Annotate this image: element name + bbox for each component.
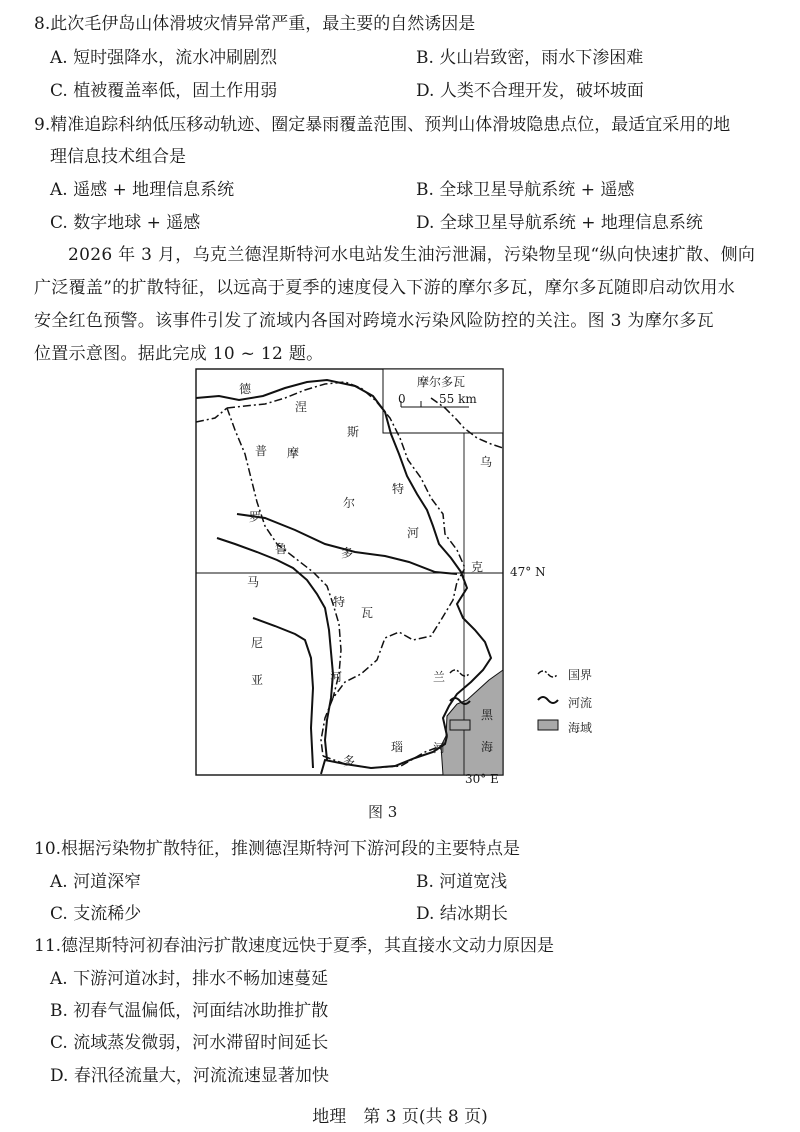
border-northwest: [196, 408, 227, 422]
label-pu: 普: [255, 444, 268, 458]
label-duo1: 多: [341, 546, 354, 560]
label-ya: 亚: [251, 673, 264, 687]
label-wu: 乌: [480, 455, 493, 469]
scale-distance: 55 km: [439, 392, 477, 406]
moldova-location-map: [195, 368, 515, 802]
label-he3: 河: [433, 741, 446, 755]
label-he1: 河: [407, 526, 420, 540]
passage-line-1: 2026 年 3 月，乌克兰德涅斯特河水电站发生油污泄漏，污染物呈现“纵向快速扩散、侧向: [68, 245, 756, 265]
q10-option-a: A. 河道深窄: [50, 872, 142, 892]
q8-option-b: B. 火山岩致密，雨水下渗困难: [416, 48, 644, 68]
label-ke: 克: [471, 560, 484, 574]
border-south: [323, 746, 441, 768]
q11-option-d: D. 春汛径流量大，河流流速显著加快: [50, 1066, 329, 1086]
q10-option-c: C. 支流稀少: [50, 904, 142, 924]
latitude-label: 47° N: [510, 565, 546, 579]
legend-border-label: 国界: [568, 668, 593, 682]
q11-option-a: A. 下游河道冰封，排水不畅加速蔓延: [50, 969, 329, 989]
scale-zero: 0: [398, 392, 406, 406]
q9-stem-line2: 理信息技术组合是: [50, 147, 186, 167]
legend-border-symbol: [450, 670, 470, 676]
q10-option-d: D. 结冰期长: [416, 904, 508, 924]
label-lan: 兰: [433, 670, 446, 684]
label-hai: 海: [481, 740, 494, 754]
legend-border-icon: [538, 671, 558, 677]
prut-river: [217, 538, 333, 760]
q8-option-a: A. 短时强降水，流水冲刷剧烈: [50, 48, 278, 68]
legend-sea-icon: [538, 720, 558, 730]
q8-option-c: C. 植被覆盖率低，固土作用弱: [50, 81, 278, 101]
q9-option-b: B. 全球卫星导航系统 + 遥感: [416, 180, 635, 200]
label-ma: 马: [247, 575, 260, 589]
legend-sea-symbol: [450, 720, 470, 730]
q8-option-d: D. 人类不合理开发，破坏坡面: [416, 81, 644, 101]
label-mo: 摩: [287, 446, 300, 460]
q8-stem: 8.此次毛伊岛山体滑坡灾情异常严重，最主要的自然诱因是: [34, 14, 476, 34]
label-te2: 特: [333, 595, 346, 609]
legend-river-label: 河流: [568, 696, 593, 710]
q9-option-c: C. 数字地球 + 遥感: [50, 213, 201, 233]
q10-option-b: B. 河道宽浅: [416, 872, 508, 892]
page-footer: 地理 第 3 页(共 8 页): [312, 1107, 488, 1127]
label-nao: 瑙: [391, 740, 404, 754]
label-he2: 河: [330, 670, 343, 684]
label-de: 德: [239, 382, 252, 396]
longitude-label: 30° E: [465, 772, 499, 786]
q9-option-d: D. 全球卫星导航系统 + 地理信息系统: [416, 213, 703, 233]
passage-line-3: 安全红色预警。该事件引发了流域内各国对跨境水污染风险防控的关注。图 3 为摩尔多瓦: [34, 311, 714, 331]
label-si: 斯: [347, 425, 360, 439]
label-te1: 特: [392, 482, 405, 496]
q11-option-c: C. 流域蒸发微弱，河水滞留时间延长: [50, 1033, 329, 1053]
label-wa: 瓦: [361, 606, 374, 620]
label-er: 尔: [343, 496, 356, 510]
label-lu: 鲁: [275, 542, 288, 556]
passage-line-4: 位置示意图。据此完成 10 ~ 12 题。: [34, 344, 324, 364]
legend-symbols: [536, 668, 566, 738]
q9-stem-line1: 9.精准追踪科纳低压移动轨迹、圈定暴雨覆盖范围、预判山体滑坡隐患点位，最适宜采用的地: [34, 115, 731, 135]
label-luo: 罗: [249, 510, 262, 524]
scale-title: 摩尔多瓦: [417, 375, 466, 389]
label-ni: 尼: [251, 636, 264, 650]
figure-caption: 图 3: [368, 803, 398, 821]
q11-stem: 11.德涅斯特河初春油污扩散速度远快于夏季，其直接水文动力原因是: [34, 936, 555, 956]
label-duo2: 多: [343, 754, 356, 768]
danube-river: [321, 736, 447, 774]
q10-stem: 10.根据污染物扩散特征，推测德涅斯特河下游河段的主要特点是: [34, 839, 521, 859]
passage-line-2: 广泛覆盖”的扩散特征，以远高于夏季的速度侵入下游的摩尔多瓦，摩尔多瓦随即启动饮用水: [34, 278, 735, 298]
legend-sea-label: 海域: [568, 721, 593, 735]
q11-option-b: B. 初春气温偏低，河面结冰助推扩散: [50, 1001, 329, 1021]
legend-river-icon: [538, 697, 558, 703]
label-hei: 黑: [481, 708, 494, 722]
q9-option-a: A. 遥感 + 地理信息系统: [50, 180, 235, 200]
label-nie: 涅: [295, 400, 308, 414]
